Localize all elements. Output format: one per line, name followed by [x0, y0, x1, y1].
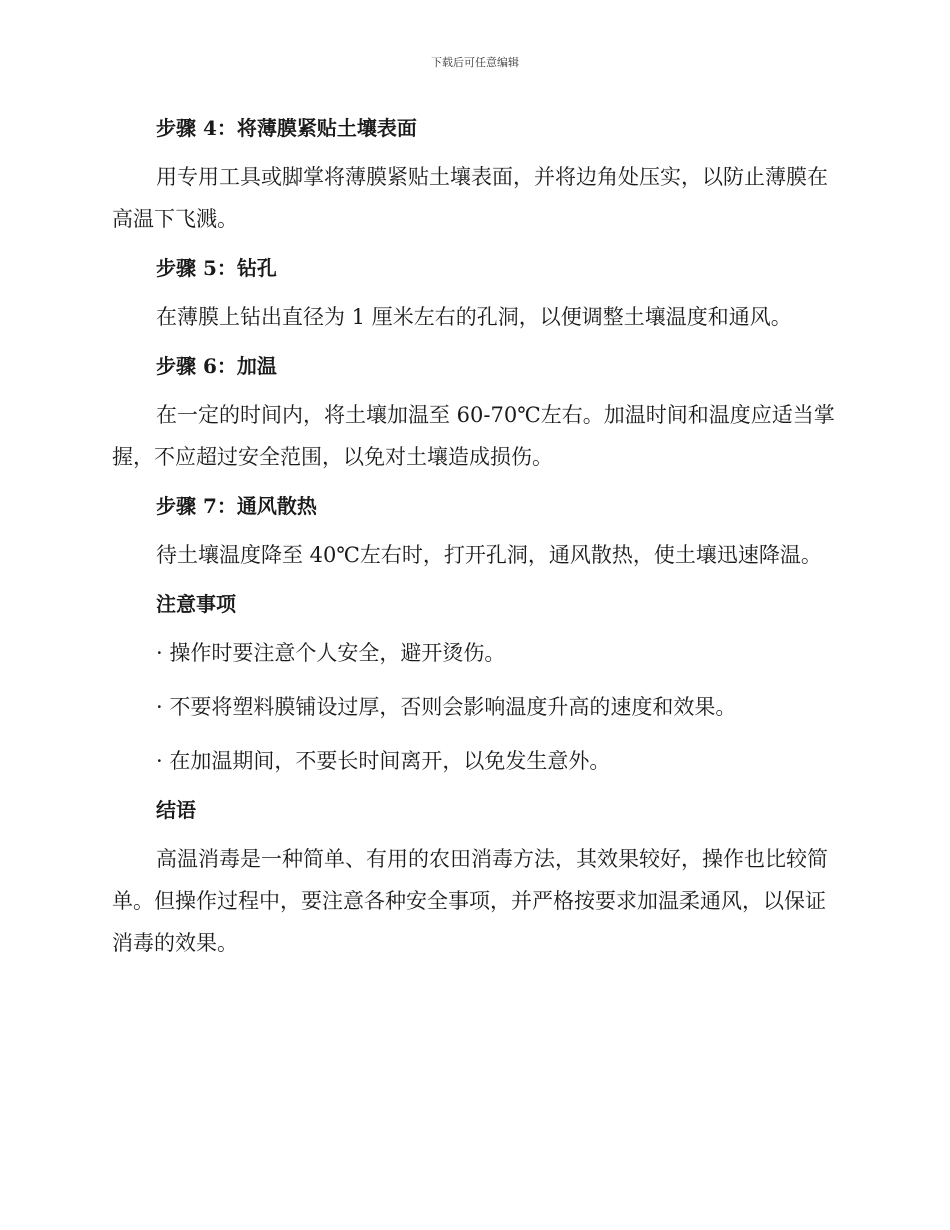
document-body	[112, 100, 840, 972]
section-paragraph: 用专用工具或脚掌将薄膜紧贴土壤表面，并将边角处压实，以防止薄膜在高温下飞溅。	[112, 165, 828, 231]
page-header-note: 下载后可任意编辑	[431, 56, 519, 69]
bullet-item: · 不要将塑料膜铺设过厚，否则会影响温度升高的速度和效果。	[156, 695, 737, 719]
section-heading: 结语	[156, 798, 196, 822]
section-step-4	[112, 114, 840, 240]
section-step-5	[112, 254, 840, 338]
section-heading: 步骤 6：加温	[156, 354, 277, 378]
section-notes	[112, 590, 840, 782]
bullet-item: · 操作时要注意个人安全，避开烫伤。	[156, 641, 506, 665]
section-paragraph: 待土壤温度降至 40℃左右时，打开孔洞，通风散热，使土壤迅速降温。	[156, 543, 822, 567]
bullet-item: · 在加温期间，不要长时间离开，以免发生意外。	[156, 749, 611, 773]
section-heading: 步骤 5：钻孔	[156, 256, 277, 280]
section-heading: 步骤 4：将薄膜紧贴土壤表面	[156, 116, 417, 140]
section-step-6	[112, 352, 840, 478]
section-conclusion	[112, 796, 840, 964]
section-paragraph: 高温消毒是一种简单、有用的农田消毒方法，其效果较好，操作也比较简单。但操作过程中，要注意各种安全事项，并严格按要求加温柔通风，以保证消毒的效果。	[112, 847, 828, 955]
section-paragraph: 在一定的时间内，将土壤加温至 60-70℃左右。加温时间和温度应适当掌握，不应超过安全范围，以免对土壤造成损伤。	[112, 403, 835, 469]
section-heading: 步骤 7：通风散热	[156, 494, 317, 518]
section-step-7	[112, 492, 840, 576]
section-heading: 注意事项	[156, 592, 236, 616]
section-paragraph: 在薄膜上钻出直径为 1 厘米左右的孔洞，以便调整土壤温度和通风。	[156, 305, 792, 329]
